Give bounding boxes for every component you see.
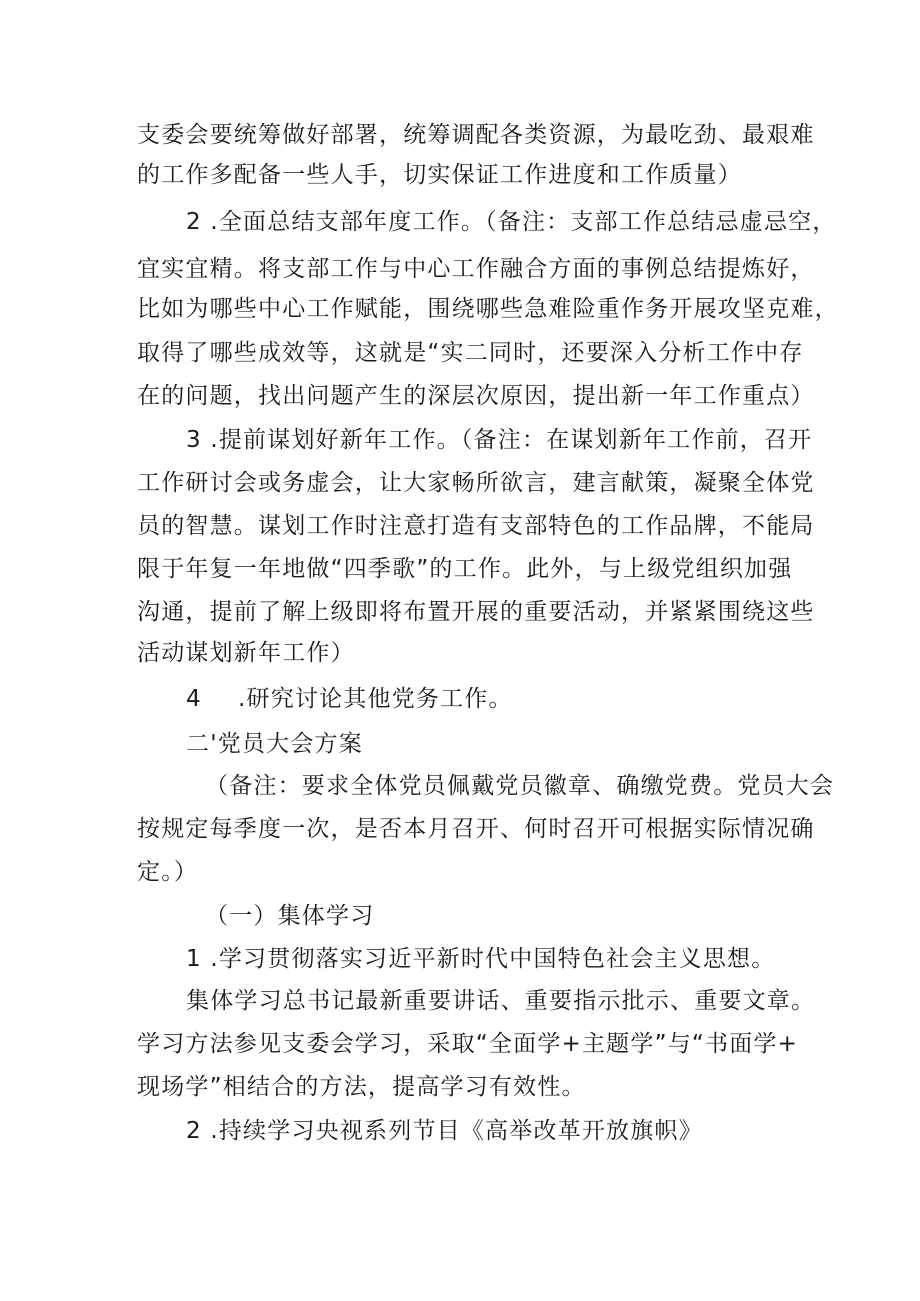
- paragraph-line: 学习方法参见支委会学习，采取“全面学+主题学”与“书面学+: [137, 1031, 799, 1057]
- subsection-heading: （一）集体学习: [205, 903, 375, 929]
- section-heading: 二'党员大会方案: [186, 731, 363, 757]
- paragraph-line: 在的问题，找出问题产生的深层次原因，提出新一年工作重点）: [137, 383, 815, 409]
- paragraph-line: 定。）: [137, 859, 199, 885]
- item-number: 4: [186, 686, 202, 712]
- paragraph-line: 按规定每季度一次，是否本月召开、何时召开可根据实际情况确: [137, 816, 815, 842]
- paragraph-line: 比如为哪些中心工作赋能，围绕哪些急难险重作务开展攻坚克难，: [137, 296, 839, 322]
- paragraph-line: 沟通，提前了解上级即将布置开展的重要活动，并紧紧围绕这些: [137, 599, 815, 625]
- paragraph-line: 集体学习总书记最新重要讲话、重要指示批示、重要文章。: [186, 988, 816, 1014]
- paragraph-line: 现场学”相结合的方法，提高学习有效性。: [137, 1074, 586, 1100]
- paragraph-line: 取得了哪些成效等，这就是“实二同时，还要深入分析工作中存: [137, 340, 804, 366]
- item-3-heading: 3 .提前谋划好新年工作。（备注：在谋划新年工作前，召开: [186, 427, 813, 453]
- paragraph-line: 工作研讨会或务虚会，让大家畅所欲言，建言献策，凝聚全体党: [137, 470, 815, 496]
- paragraph-line: 宜实宜精。将支部工作与中心工作融合方面的事例总结提炼好，: [137, 256, 815, 282]
- paragraph-line: 支委会要统筹做好部署，统筹调配各类资源，为最吃劲、最艰难: [137, 122, 815, 148]
- paragraph-line: 限于年复一年地做“四季歌”的工作。此外，与上级党组织加强: [137, 556, 793, 582]
- item-4-heading: [186, 684, 513, 714]
- item-2-heading: 2 .持续学习央视系列节目《高举改革开放旗帜》: [186, 1118, 703, 1144]
- item-text: .研究讨论其他党务工作。: [238, 686, 513, 712]
- item-1-heading: 1 .学习贯彻落实习近平新时代中国特色社会主义思想。: [186, 946, 776, 972]
- paragraph-line: 的工作多配备一些人手，切实保证工作进度和工作质量）: [137, 162, 742, 188]
- paragraph-line: （备注：要求全体党员佩戴党员徽章、确缴党费。党员大会: [205, 773, 835, 799]
- paragraph-line: 员的智慧。谋划工作时注意打造有支部特色的工作品牌，不能局: [137, 513, 815, 539]
- item-2-heading: 2 .全面总结支部年度工作。（备注：支部工作总结忌虚忌空，: [186, 209, 837, 235]
- paragraph-line: 活动谋划新年工作）: [137, 640, 355, 666]
